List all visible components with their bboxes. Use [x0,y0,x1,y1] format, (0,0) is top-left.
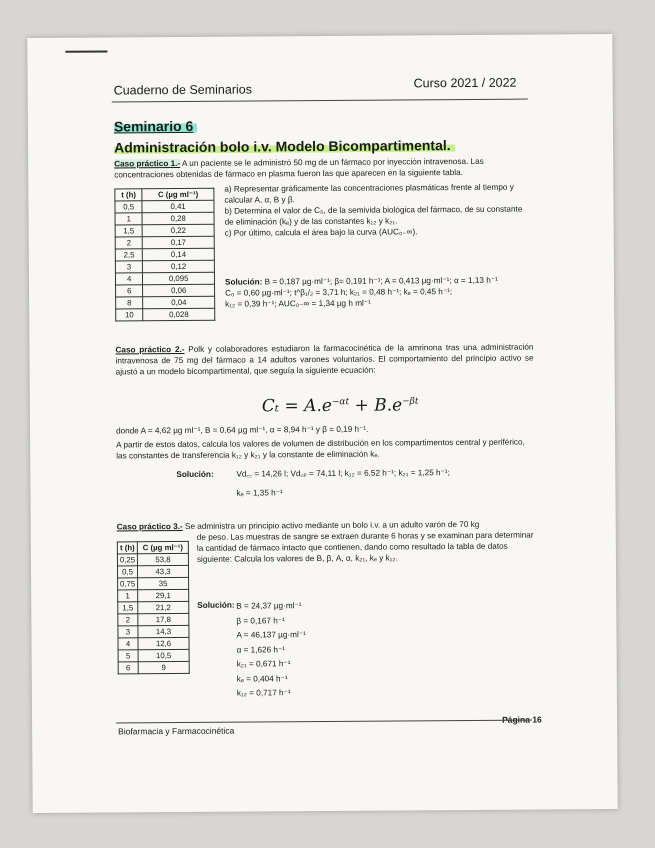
case2-where: donde A = 4,62 µg ml⁻¹, B = 0,64 µg ml⁻¹, α = 8,94 h⁻¹ y β = 0,19 h⁻¹. [116,424,369,436]
table-cell: 1,5 [118,602,138,614]
formula-mid: + B.e [349,395,403,416]
table-cell: 53,8 [137,553,188,565]
table-row [117,565,188,577]
table-row [115,212,214,225]
table-cell: 2 [115,237,142,249]
case1-question-b: b) Determina el valor de C₀, de la semivida biológica del fármaco, de su constante de eliminación (kₑ) y de las constantes k₁₂ y k₂₁. [224,204,523,227]
table-header: t (h) [115,189,142,201]
header-left: Cuaderno de Seminarios [113,82,252,98]
table-cell: 4 [118,638,138,650]
table-cell: 3 [118,626,138,638]
case3-intro-text: Se administra un principio activo mediante un bolo i.v. a un adulto varón de 70 kg [182,519,480,531]
table-row [118,601,189,613]
case2-label: Caso práctico 2.- [115,344,185,355]
table-cell: 0,06 [143,284,215,297]
table-cell: 0,41 [142,200,214,213]
case1-intro-text: A un paciente se le administró 50 mg de un fármaco por inyección intravenosa. Las concentraciones obtenidas de fármaco en plasma fueron las que aparecen en la siguiente tabla. [114,156,484,180]
table-row [115,236,214,249]
table-cell: 1 [115,213,142,225]
case1-question-a: a) Representar gráficamente las concentraciones plasmáticas frente al tiempo y calcular A, α, B y β. [224,182,514,205]
table-row [116,284,215,297]
formula-exp-beta: −βt [402,396,419,407]
case3-intro-continued: de peso. Las muestras de sangre se extraen durante 6 horas y se examinan para determinar la cantidad de fármaco intacto que contienen, dando como resultado la tabla de datos siguiente: Calcula los valores de B, β, A, α, k₂₁, kₑ y k₁₂. [196,530,534,564]
table-cell: 0,17 [143,236,215,249]
solution-item: kₑ = 0,404 h⁻¹ [236,673,288,684]
table-cell: 9 [138,661,189,673]
table-cell: 0,75 [118,578,138,590]
table-cell: 10 [116,309,143,321]
table-cell: 3 [115,261,142,273]
case2-solution-line2: kₑ = 1,35 h⁻¹ [236,488,283,498]
table-row [118,613,189,625]
table-row [115,260,214,273]
table-cell: 6 [118,662,138,674]
table-row [115,248,214,261]
case2-solution-line1: Vd꜀꜀ = 14,26 l; Vd꜀ₚ = 74,11 l; k₁₂ = 6,52 h⁻¹; k₂₁ = 1,25 h⁻¹; [236,468,450,479]
table-header: C (µg ml⁻¹) [142,188,214,201]
table-cell: 1 [118,590,138,602]
table-cell: 8 [116,297,143,309]
case1-label: Caso práctico 1.- [114,158,181,169]
table-cell: 10,5 [138,649,189,661]
case1-intro [114,156,532,181]
solution-item: B = 24,37 µg·ml⁻¹ [236,601,302,611]
case2-intro-text: Polk y colaboradores estudiaron la farmacocinética de la amrinona tras una administración intravenosa de 75 mg del fármaco a 14 adultos varones voluntarios. El comportamiento del principio activo se ajustó a un modelo bicompartimental, que seguía la siguiente ecuación: [115,342,534,377]
table-cell: 12,6 [138,637,189,649]
table-cell: 0,14 [143,248,215,261]
table-cell: 0,5 [117,566,137,578]
case3-solution-label: Solución: [197,600,235,610]
table-cell: 0,22 [142,224,214,237]
table-cell: 0,095 [143,272,215,285]
case2-formula [262,395,419,416]
case2-task: A partir de estos datos, calcula los valores de volumen de distribución en los compartimentos central y periférico, las constantes de transferencia k₁₂ y k₂₁ y la constante de eliminación kₑ. [116,437,525,461]
case3-solution-list [236,599,306,701]
table-cell: 0,5 [115,201,142,213]
table-cell: 29,1 [138,589,189,601]
seminar-title: Seminario 6 [114,118,197,135]
case2-solution [236,467,536,480]
table-row [118,649,189,661]
case1-question-c: c) Por último, calcula el área bajo la curva (AUC₀₋∞). [224,227,418,238]
case3-table [117,541,190,674]
table-cell: 0,04 [143,296,215,309]
table-row [116,308,215,321]
table-cell: 0,028 [143,308,215,321]
table-row [117,553,188,565]
table-row [115,224,214,237]
header-divider [112,99,528,103]
table-header: t (h) [117,542,137,554]
table-row [118,661,189,673]
main-title: Administración bolo i.v. Modelo Bicompartimental. [114,137,455,155]
case1-solution [225,274,540,309]
table-header: C (µg ml⁻¹) [137,541,188,553]
case1-solution-line1: B = 0,187 µg·ml⁻¹; β= 0,191 h⁻¹; A = 0,413 µg·ml⁻¹; α = 1,13 h⁻¹ [262,275,498,287]
table-row [115,200,214,213]
case1-table [114,188,215,322]
table-row [115,272,214,285]
solution-item: k₁₂ = 0,717 h⁻¹ [236,688,291,698]
table-row [118,589,189,601]
case2-intro [115,342,533,378]
table-cell: 2 [118,614,138,626]
table-cell: 1,5 [115,225,142,237]
solution-item: α = 1,626 h⁻¹ [236,644,286,655]
document-page [27,34,617,813]
formula-exp-alpha: −αt [331,397,350,408]
page-number: Página 16 [502,714,542,725]
footer-left: Biofarmacia y Farmacocinética [118,725,235,737]
table-cell: 6 [116,285,143,297]
table-cell: 0,25 [117,554,137,566]
table-row [116,296,215,309]
solution-item: k₂₁ = 0,671 h⁻¹ [236,659,291,669]
table-row [118,625,189,637]
footer-divider [116,720,532,724]
table-row [118,577,189,589]
table-cell: 5 [118,650,138,662]
table-cell: 17,8 [138,613,189,625]
solution-item: β = 0,167 h⁻¹ [236,615,285,626]
table-cell: 21,2 [138,601,189,613]
formula-left: Cₜ = A.e [261,395,332,417]
table-cell: 14,3 [138,625,189,637]
case1-solution-label: Solución: [224,277,263,287]
table-cell: 4 [115,273,142,285]
table-cell: 43,3 [137,565,188,577]
table-cell: 0,28 [142,212,214,225]
case1-solution-line2: C₀ = 0,60 µg·ml⁻¹; t^β₁/₂ = 3,71 h; k₂₁ = 0,48 h⁻¹; kₑ = 0,45 h⁻¹; [225,287,453,298]
solution-item: A = 46,137 µg·ml⁻¹ [236,630,306,640]
header-right: Curso 2021 / 2022 [413,75,517,91]
table-row [118,637,189,649]
corner-mark [65,50,107,52]
case1-solution-line3: k₁₂ = 0,39 h⁻¹; AUC₀₋∞ = 1,34 µg h ml⁻¹ [225,298,371,309]
table-cell: 35 [138,577,189,589]
case2-solution-label: Solución: [176,469,214,480]
table-cell: 0,12 [143,260,215,273]
case3-label: Caso práctico 3.- [116,521,183,532]
table-cell: 2,5 [115,249,142,261]
